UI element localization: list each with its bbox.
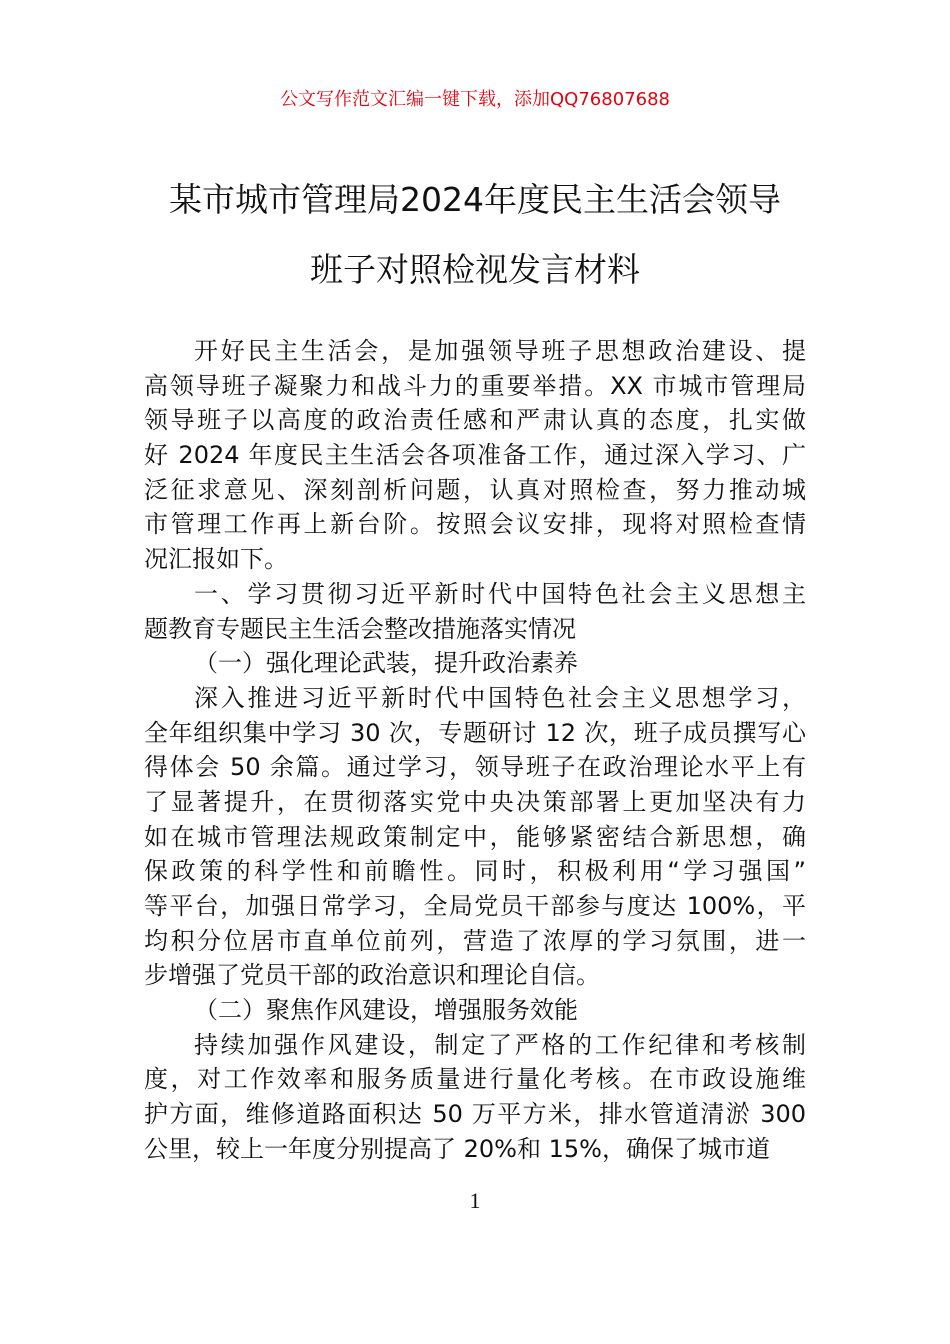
document-title-line-1: 某市城市管理局2024年度民主生活会领导 bbox=[169, 180, 781, 219]
paragraph-line: 得体会 50 余篇。通过学习，领导班子在政治理论水平上有 bbox=[144, 753, 806, 782]
paragraph-line: 题教育专题民主生活会整改措施落实情况 bbox=[144, 614, 576, 643]
paragraph-line: 护方面，维修道路面积达 50 万平方米，排水管道清淤 300 bbox=[144, 1100, 806, 1129]
document-title-line-2: 班子对照检视发言材料 bbox=[310, 250, 640, 289]
paragraph-line: （二）聚焦作风建设，增强服务效能 bbox=[194, 996, 578, 1025]
header-note: 公文写作范文汇编一键下载，添加QQ76807688 bbox=[280, 89, 670, 110]
paragraph-line: 一、学习贯彻习近平新时代中国特色社会主义思想主 bbox=[194, 579, 806, 608]
paragraph-line: 高领导班子凝聚力和战斗力的重要举措。XX 市城市管理局 bbox=[144, 371, 806, 400]
document-body bbox=[144, 334, 806, 1167]
paragraph-line: 持续加强作风建设，制定了严格的工作纪律和考核制 bbox=[194, 1030, 806, 1059]
paragraph-line: 公里，较上一年度分别提高了 20%和 15%，确保了城市道 bbox=[144, 1134, 770, 1163]
paragraph-line: 度，对工作效率和服务质量进行量化考核。在市政设施维 bbox=[144, 1065, 806, 1094]
paragraph bbox=[144, 334, 806, 577]
paragraph bbox=[144, 1028, 806, 1167]
paragraph-line: 市管理工作再上新台阶。按照会议安排，现将对照检查情 bbox=[144, 510, 806, 539]
paragraph-line: 好 2024 年度民主生活会各项准备工作，通过深入学习、广 bbox=[144, 441, 806, 470]
paragraph-line: 了显著提升，在贯彻落实党中央决策部署上更加坚决有力 bbox=[144, 787, 806, 816]
paragraph-line: 等平台，加强日常学习，全局党员干部参与度达 100%，平 bbox=[144, 892, 806, 920]
paragraph-line: 步增强了党员干部的政治意识和理论自信。 bbox=[144, 961, 600, 990]
paragraph-line: 领导班子以高度的政治责任感和严肃认真的态度，扎实做 bbox=[144, 406, 806, 435]
paragraph-line: 况汇报如下。 bbox=[144, 545, 288, 574]
paragraph-line: 如在城市管理法规政策制定中，能够紧密结合新思想，确 bbox=[144, 822, 806, 851]
paragraph-line: 全年组织集中学习 30 次，专题研讨 12 次，班子成员撰写心 bbox=[144, 718, 806, 747]
paragraph bbox=[144, 993, 806, 1028]
paragraph-line: （一）强化理论武装，提升政治素养 bbox=[194, 649, 578, 678]
paragraph bbox=[144, 681, 806, 993]
paragraph-line: 泛征求意见、深刻剖析问题，认真对照检查，努力推动城 bbox=[144, 475, 806, 504]
paragraph-line: 开好民主生活会，是加强领导班子思想政治建设、提 bbox=[194, 337, 806, 365]
paragraph-line: 均积分位居市直单位前列，营造了浓厚的学习氛围，进一 bbox=[144, 926, 806, 955]
paragraph-line: 保政策的科学性和前瞻性。同时，积极利用“学习强国” bbox=[144, 857, 806, 886]
paragraph bbox=[144, 646, 806, 681]
page-number: 1 bbox=[469, 1188, 481, 1213]
paragraph bbox=[144, 577, 806, 646]
paragraph-line: 深入推进习近平新时代中国特色社会主义思想学习， bbox=[194, 683, 806, 712]
